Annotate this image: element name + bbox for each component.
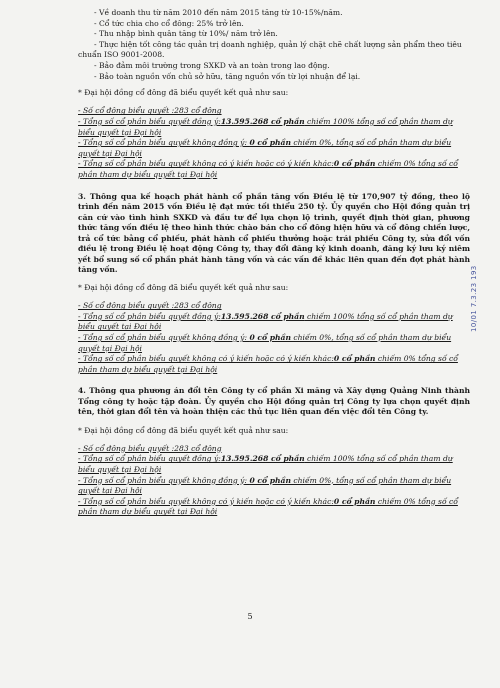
target-item: - Bảo toàn nguồn vốn chủ sở hữu, tăng nguồn vốn từ lợi nhuận để lại. xyxy=(94,71,361,81)
proposal-3: 3. Thông qua kế hoạch phát hành cổ phần tăng vốn Điều lệ từ 170,907 tỷ đồng, theo lộ trình đến năm 2015 vốn Điều lệ đạt mức tối thiểu 250 tỷ. Ủy quyền cho Hội đồng quản trị căn cứ vào tình hình SXKD và đầu tư để lựa chọn lộ trình, quyết định thời gian, phương thức tăng vốn điều lệ theo hình thức chào bán cho cổ đông hiện hữu và cổ đông chiến lược, trả cổ tức bằng cổ phiếu, phát hành cổ phiếu thưởng hoặc trái phiếu Công ty, sửa đổi vốn điều lệ trong Điều lệ hoạt động Công ty, thay đổi đăng ký kinh doanh, đăng ký lưu ký niêm yết bổ sung số cổ phần phát hành tăng vốn và các vấn đề khác liên quan đến đợt phát hành tăng vốn. xyxy=(78,191,470,274)
voting-results xyxy=(78,444,470,518)
shareholder-count: - Số cổ đông biểu quyết :283 cổ đông xyxy=(78,106,222,116)
target-item: - Về doanh thu từ năm 2010 đến năm 2015 tăng từ 10-15%/năm. xyxy=(94,8,343,17)
disagree-line: - Tổng số cổ phần biểu quyết không đồng ý: 0 cổ phần chiếm 0%, tổng số cổ phần tham dự biểu quyết tại Đại hội xyxy=(78,138,452,158)
agree-line: - Tổng số cổ phần biểu quyết đồng ý:13.595.268 cổ phần chiếm 100% tổng số cổ phần tham dự biểu quyết tại Đại hội xyxy=(78,116,453,137)
shareholder-count: - Số cổ đông biểu quyết :283 cổ đông xyxy=(78,301,222,311)
document-body xyxy=(78,8,470,518)
results-intro: * Đại hội đồng cổ đông đã biểu quyết kết quả như sau: xyxy=(78,88,289,98)
no-opinion-line: - Tổng số cổ phần biểu quyết không có ý kiến hoặc có ý kiến khác:0 cổ phần chiếm 0% tổng số cổ phần tham dự biểu quyết tại Đại hội xyxy=(78,159,458,179)
shareholder-count: - Số cổ đông biểu quyết :283 cổ đông xyxy=(78,443,222,453)
target-item: - Thu nhập bình quân tăng từ 10%/ năm trở lên. xyxy=(94,29,278,39)
disagree-line: - Tổng số cổ phần biểu quyết không đồng ý: 0 cổ phần chiếm 0%, tổng số cổ phần tham dự biểu quyết tại Đại hội xyxy=(78,333,452,353)
results-intro: * Đại hội đồng cổ đông đã biểu quyết kết quả như sau: xyxy=(78,283,289,293)
no-opinion-line: - Tổng số cổ phần biểu quyết không có ý kiến hoặc có ý kiến khác:0 cổ phần chiếm 0% tổng số cổ phần tham dự biểu quyết tại Đại hội xyxy=(78,354,458,374)
disagree-line: - Tổng số cổ phần biểu quyết không đồng ý: 0 cổ phần chiếm 0%, tổng số cổ phần tham dự biểu quyết tại Đại hội xyxy=(78,475,452,496)
target-item: - Cổ tức chia cho cổ đông: 25% trở lên. xyxy=(94,18,244,28)
target-item: - Bảo đảm môi trường trong SXKD và an toàn trong lao động. xyxy=(94,60,330,70)
page-number: 5 xyxy=(247,612,253,621)
targets-list xyxy=(78,8,470,82)
results-intro: * Đại hội đồng cổ đông đã biểu quyết kết quả như sau: xyxy=(78,425,289,435)
voting-results xyxy=(78,301,470,375)
voting-results xyxy=(78,106,470,180)
target-item: - Thực hiện tốt công tác quản trị doanh nghiệp, quản lý chặt chẽ chất lượng sản phẩm theo tiêu chuẩn ISO 9001-2008. xyxy=(78,39,462,60)
agree-line: - Tổng số cổ phần biểu quyết đồng ý:13.595.268 cổ phần chiếm 100% tổng số cổ phần tham dự biểu quyết tại Đại hội xyxy=(78,311,453,332)
no-opinion-line: - Tổng số cổ phần biểu quyết không có ý kiến hoặc có ý kiến khác:0 cổ phần chiếm 0% tổng số cổ phần tham dự biểu quyết tại Đại hội xyxy=(78,496,458,517)
handwritten-note: 10/01 7.3.23 193 xyxy=(470,265,478,332)
agree-line: - Tổng số cổ phần biểu quyết đồng ý:13.595.268 cổ phần chiếm 100% tổng số cổ phần tham dự biểu quyết tại Đại hội xyxy=(78,454,453,474)
proposal-4: 4. Thông qua phương án đổi tên Công ty cổ phần Xi măng và Xây dựng Quảng Ninh thành Tổng công ty hoặc tập đoàn. Ủy quyền cho Hội đồng quản trị Công ty lựa chọn quyết định tên, thời gian đổi tên và hoàn thiện các thủ tục liên quan đến việc đổi tên Công ty. xyxy=(78,386,470,417)
